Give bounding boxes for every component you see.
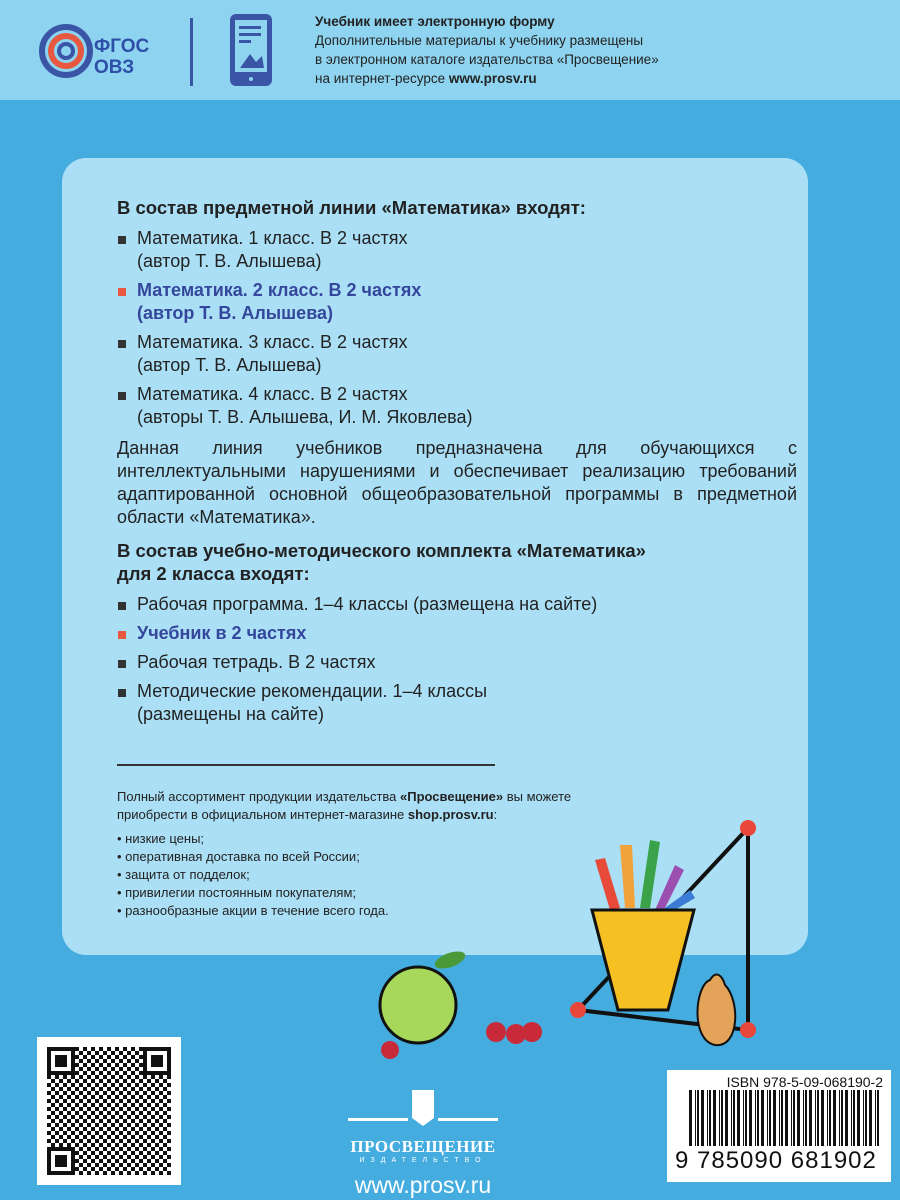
kit-title: В состав учебно-методического комплекта «Математика» для 2 класса входят: xyxy=(117,540,646,584)
divider xyxy=(117,764,495,766)
content xyxy=(117,196,797,734)
top-band xyxy=(0,0,900,100)
qr-code[interactable] xyxy=(37,1037,181,1185)
barcode-icon xyxy=(675,1090,883,1146)
apple-icon xyxy=(380,967,456,1043)
list-item: Рабочая тетрадь. В 2 частях xyxy=(117,651,797,674)
shop-bullet: • привилегии постоянным покупателям; xyxy=(117,885,357,900)
list-item: Математика. 3 класс. В 2 частях (автор Т. В. Алышева) xyxy=(117,331,797,377)
publisher-url[interactable]: www.prosv.ru xyxy=(354,1172,492,1198)
shop-info: Полный ассортимент продукции издательства «Просвещение» вы можете приобрести в официальном интернет-магазине shop.prosv.ru: • низкие цены; • оперативная доставка по всей России; • защита от подделок; • привилегии постоянным покупателям; • разнообразные акции в течение всего года. xyxy=(117,789,572,918)
list-item: Методические рекомендации. 1–4 классы (размещены на сайте) xyxy=(117,680,797,726)
publisher-logo[interactable]: ПРОСВЕЩЕНИЕ ИЗДАТЕЛЬСТВО www.prosv.ru xyxy=(338,1088,508,1199)
line-description: Данная линия учебников предназначена для обучающихся с интеллектуальными нарушениями и обеспечивает реализацию требований адаптированной основной общеобразовательной программы в предметной области «Математика». xyxy=(117,438,797,527)
isbn-barcode: ISBN 978-5-09-068190-2 9 785090 681902 xyxy=(667,1070,891,1182)
qr-code-icon xyxy=(47,1047,171,1175)
shop-link[interactable]: shop.prosv.ru xyxy=(407,807,494,822)
list-item-current: Математика. 2 класс. В 2 частях (автор Т. В. Алышева) xyxy=(117,279,797,325)
shop-bullet: • защита от подделок; xyxy=(117,867,250,882)
line-title: В состав предметной линии «Математика» входят: xyxy=(117,197,586,218)
shop-bullet: • низкие цены; xyxy=(117,831,205,846)
shop-bullet: • разнообразные акции в течение всего года. xyxy=(117,903,389,918)
shop-bullet: • оперативная доставка по всей России; xyxy=(117,849,360,864)
list-item-current: Учебник в 2 частях xyxy=(117,622,797,645)
school-supplies-illustration xyxy=(350,810,770,1060)
fgos-label: ФГОС ОВЗ xyxy=(94,36,150,78)
pear-icon xyxy=(698,975,736,1046)
line-list xyxy=(117,227,797,429)
list-item: Математика. 1 класс. В 2 частях (автор Т. В. Алышева) xyxy=(117,227,797,273)
publisher-emblem-icon xyxy=(338,1088,508,1128)
tablet-icon xyxy=(230,14,272,86)
list-item: Математика. 4 класс. В 2 частях (авторы Т. В. Алышева, И. М. Яковлева) xyxy=(117,383,797,429)
divider xyxy=(190,18,193,86)
list-item: Рабочая программа. 1–4 классы (размещена на сайте) xyxy=(117,593,797,616)
ebook-notice: Учебник имеет электронную форму Дополнительные материалы к учебнику размещены в электронном каталоге издательства «Просвещение» на интернет-ресурсе www.prosv.ru xyxy=(315,14,659,86)
kit-list xyxy=(117,593,797,726)
pencils-icon xyxy=(592,840,695,1010)
ebook-url[interactable]: www.prosv.ru xyxy=(448,71,537,86)
